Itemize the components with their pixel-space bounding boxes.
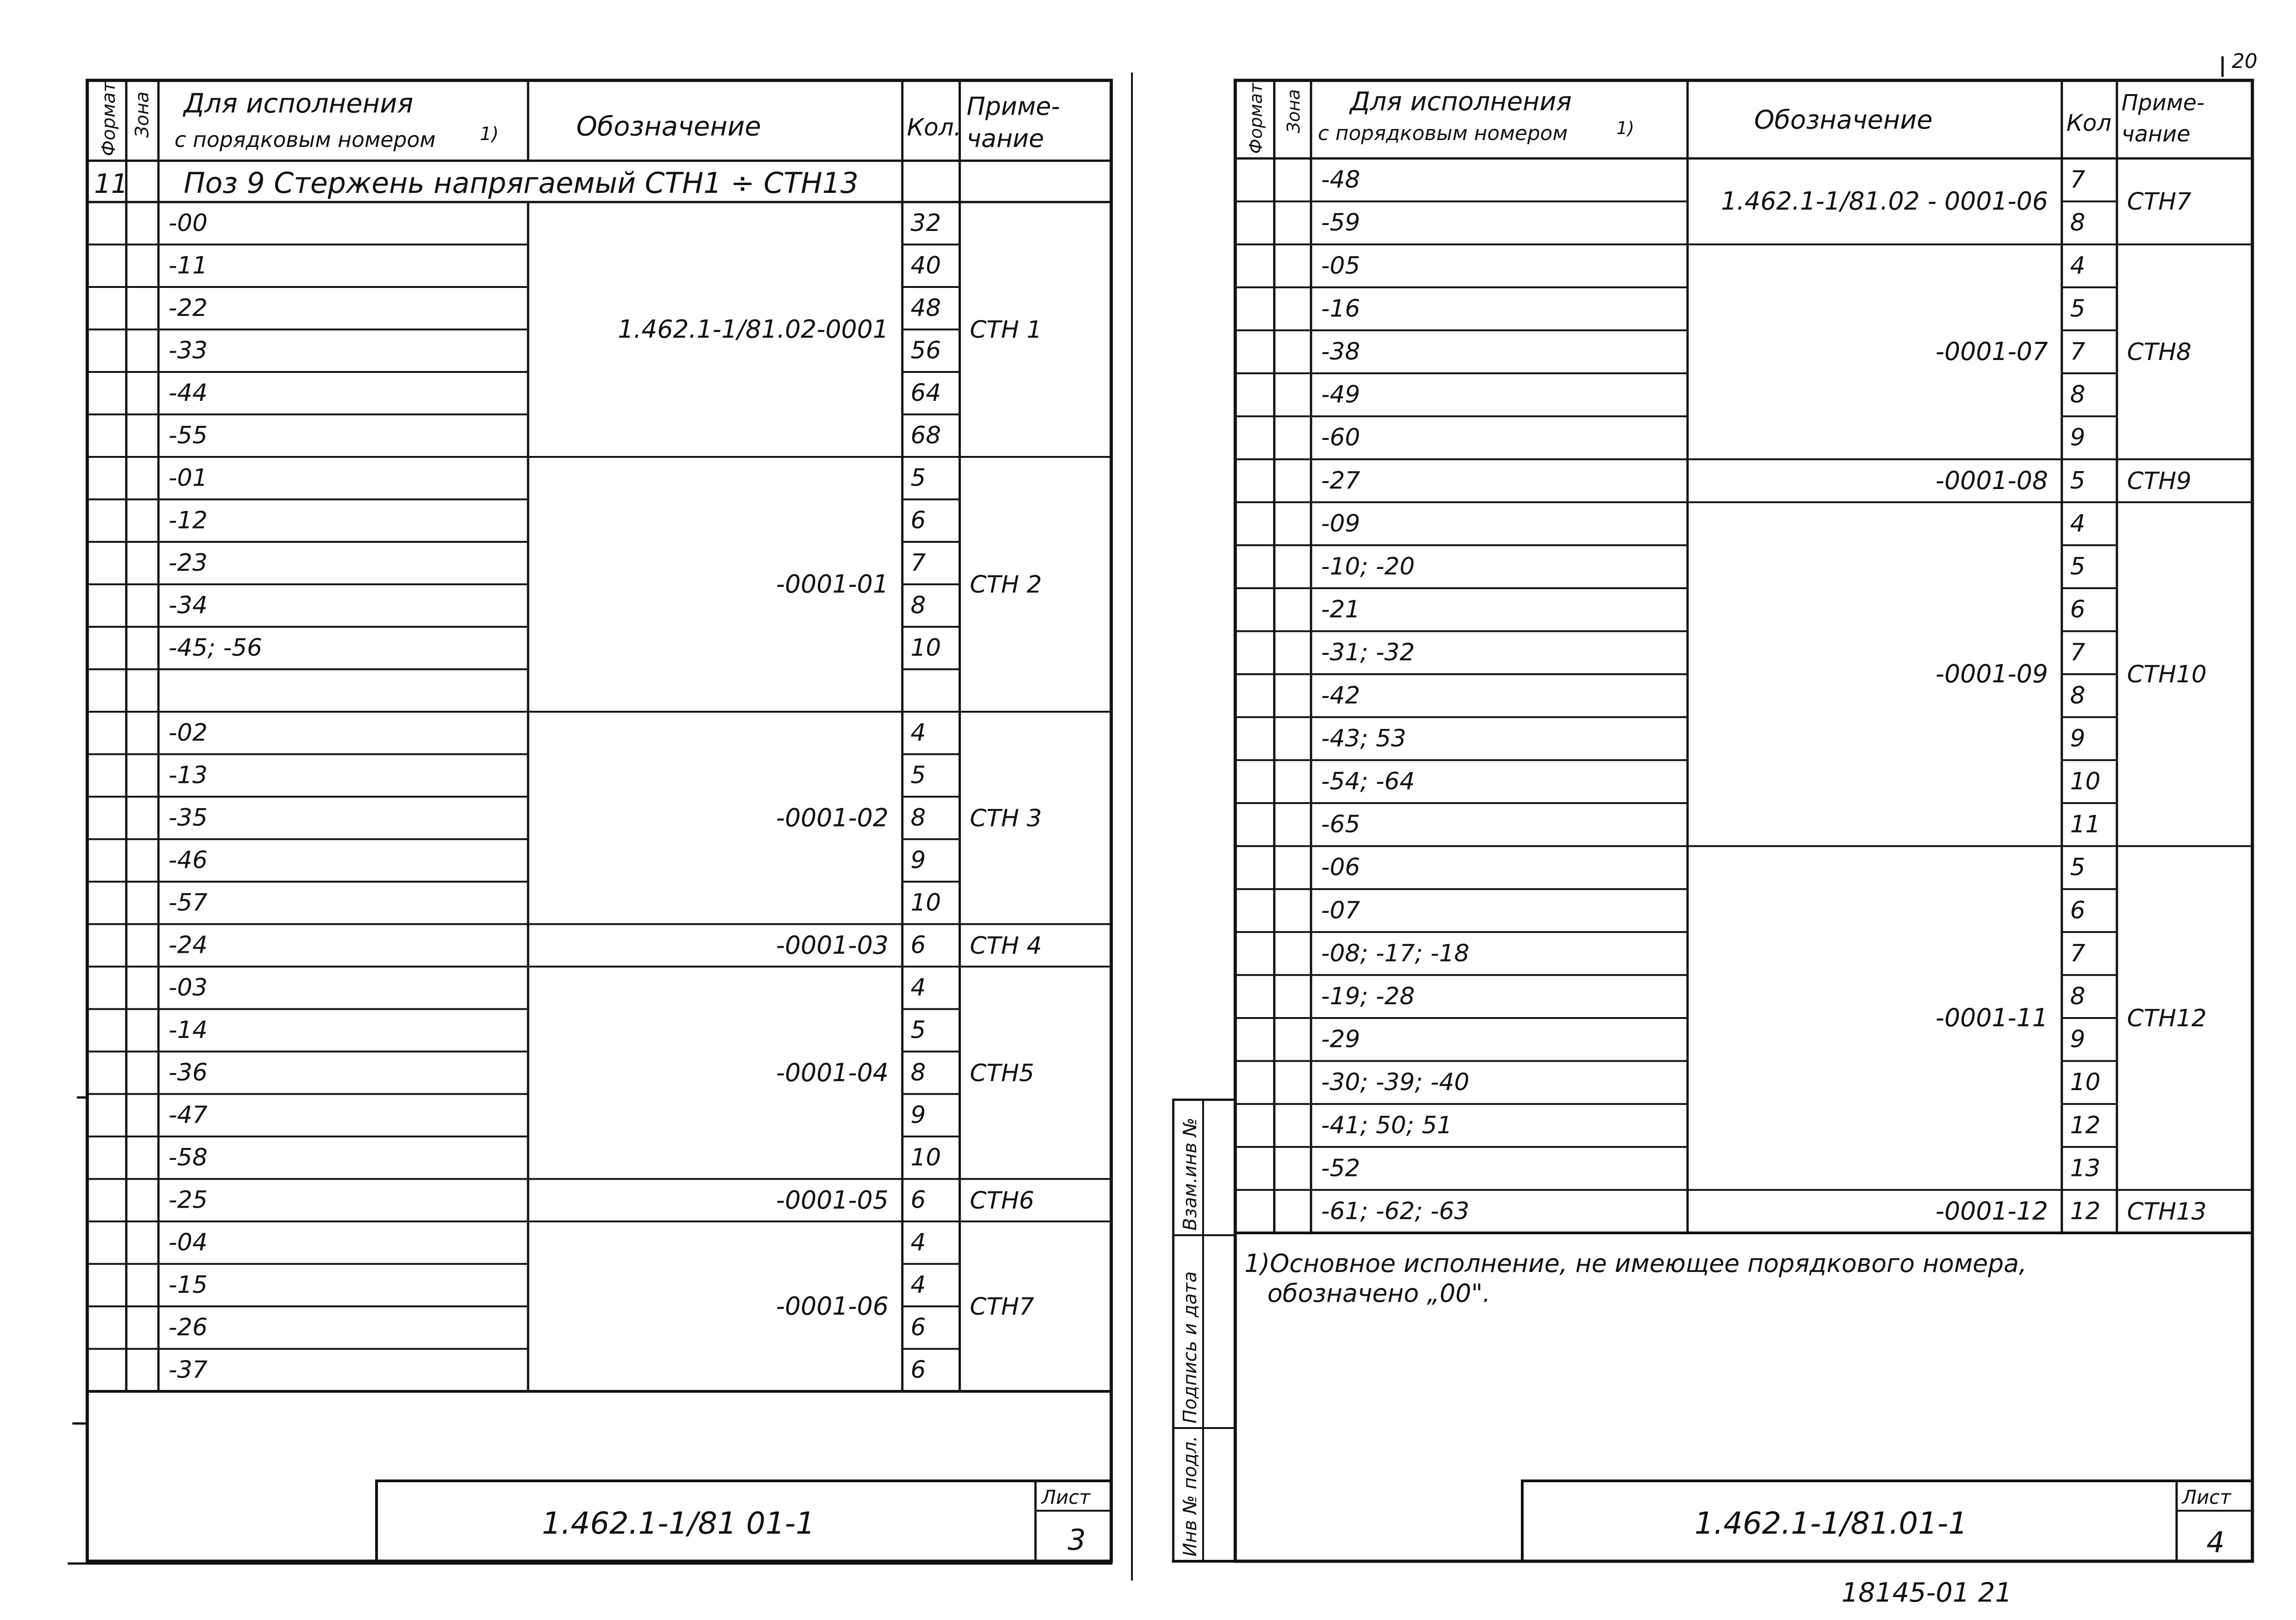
right-header-format: Формат <box>1246 83 1266 154</box>
qty-cell: 6 <box>911 1313 926 1341</box>
variant-cell: -37 <box>169 1356 208 1384</box>
qty-cell: 9 <box>911 1101 926 1129</box>
variant-cell: -11 <box>169 252 208 280</box>
qty-cell: 11 <box>2070 810 2101 838</box>
note-cell: СТН13 <box>2127 1198 2207 1226</box>
note-cell: СТН 3 <box>970 804 1042 832</box>
qty-cell: 6 <box>911 1356 926 1384</box>
note-cell: СТН10 <box>2127 661 2207 689</box>
variant-cell: -22 <box>169 294 208 322</box>
variant-cell: -04 <box>169 1228 208 1256</box>
left-sheet-label: Лист <box>1041 1486 1091 1508</box>
right-sheet-label: Лист <box>2182 1486 2231 1508</box>
note-cell: СТН 2 <box>970 571 1042 599</box>
note-cell: СТН8 <box>2127 338 2192 366</box>
variant-cell: -47 <box>169 1101 208 1129</box>
designation-cell: -0001-11 <box>1935 1003 2048 1032</box>
left-header-variant-line2: с порядковым номером <box>174 127 436 152</box>
qty-cell: 4 <box>911 1271 926 1299</box>
qty-cell: 56 <box>911 337 941 365</box>
qty-cell: 10 <box>911 634 941 662</box>
qty-cell: 5 <box>911 761 926 789</box>
qty-cell: 13 <box>2070 1154 2101 1182</box>
designation-cell: -0001-02 <box>776 803 889 832</box>
variant-cell: -46 <box>169 846 208 874</box>
qty-cell: 8 <box>911 804 926 832</box>
variant-cell: -12 <box>169 506 208 534</box>
variant-cell: -06 <box>1321 854 1360 882</box>
variant-cell: -55 <box>169 422 208 450</box>
variant-cell: -10; -20 <box>1321 553 1415 581</box>
designation-cell: -0001-04 <box>776 1058 889 1087</box>
stamp-replacement-inv: Взам.инв № <box>1180 1117 1201 1231</box>
designation-cell: -0001-08 <box>1935 466 2048 495</box>
variant-cell: -07 <box>1321 896 1360 924</box>
note-cell: СТН9 <box>2127 467 2192 495</box>
left-header-footnote-ref: 1) <box>480 124 499 145</box>
qty-cell: 6 <box>911 931 926 959</box>
variant-cell: -60 <box>1321 424 1360 452</box>
variant-cell: -31; -32 <box>1321 639 1415 667</box>
note-cell: СТН 4 <box>970 932 1042 960</box>
variant-cell: -24 <box>169 931 208 959</box>
variant-cell: -16 <box>1321 295 1360 323</box>
variant-cell: -02 <box>169 719 208 747</box>
qty-cell: 6 <box>2070 596 2086 624</box>
variant-cell: -54; -64 <box>1321 768 1415 796</box>
qty-cell: 9 <box>911 846 926 874</box>
left-header-note-line2: чание <box>967 124 1044 153</box>
qty-cell: 6 <box>911 506 926 534</box>
variant-cell: -45; -56 <box>169 634 262 662</box>
variant-cell: -00 <box>169 209 208 237</box>
qty-cell: 64 <box>911 379 941 407</box>
qty-cell: 5 <box>2070 467 2086 495</box>
variant-cell: -38 <box>1321 338 1360 366</box>
variant-cell: -23 <box>169 549 208 577</box>
qty-cell: 4 <box>911 1228 926 1256</box>
qty-cell: 7 <box>911 549 926 577</box>
qty-cell: 4 <box>2070 510 2086 538</box>
qty-cell: 10 <box>2070 768 2101 796</box>
qty-cell: 40 <box>911 252 941 280</box>
right-header-note-line1: Приме- <box>2122 90 2205 116</box>
qty-cell: 5 <box>911 1016 926 1044</box>
variant-cell: -19; -28 <box>1321 983 1415 1011</box>
qty-cell: 7 <box>2070 338 2086 366</box>
note-cell: СТН6 <box>970 1187 1035 1215</box>
left-sheet-frame <box>87 80 1111 1561</box>
variant-cell: -48 <box>1321 166 1360 194</box>
note-cell: СТН 1 <box>970 316 1042 344</box>
variant-cell: -44 <box>169 379 208 407</box>
left-header-designation: Обозначение <box>576 111 761 142</box>
left-sheet-number: 3 <box>1068 1523 1086 1557</box>
designation-cell: -0001-03 <box>776 930 889 960</box>
variant-cell: -52 <box>1321 1154 1360 1182</box>
archive-number: 18145-01 21 <box>1841 1577 2012 1608</box>
designation-cell: 1.462.1-1/81.02-0001 <box>618 315 889 344</box>
variant-cell: -08; -17; -18 <box>1321 939 1469 968</box>
qty-cell: 12 <box>2070 1111 2101 1139</box>
right-sheet-number: 4 <box>2206 1525 2225 1559</box>
qty-cell: 5 <box>911 464 926 492</box>
left-header-qty: Кол. <box>907 114 962 141</box>
designation-cell: -0001-05 <box>776 1185 889 1215</box>
right-header-note-line2: чание <box>2122 121 2190 147</box>
left-header-variant-line1: Для исполнения <box>184 88 413 119</box>
variant-cell: -21 <box>1321 596 1360 624</box>
designation-cell: -0001-12 <box>1935 1197 2048 1226</box>
variant-cell: -59 <box>1321 209 1360 237</box>
variant-cell: -49 <box>1321 381 1360 409</box>
qty-cell: 8 <box>911 1058 926 1086</box>
qty-cell: 12 <box>2070 1198 2101 1226</box>
variant-cell: -58 <box>169 1143 208 1171</box>
qty-cell: 5 <box>2070 854 2086 882</box>
left-header-note-line1: Приме- <box>967 92 1060 121</box>
designation-cell: -0001-09 <box>1935 659 2048 689</box>
qty-cell: 10 <box>911 1143 941 1171</box>
variant-cell: -15 <box>169 1271 208 1299</box>
qty-cell: 10 <box>911 889 941 917</box>
variant-cell: -05 <box>1321 252 1360 280</box>
stamp-inv-no: Инв № подл. <box>1180 1435 1201 1557</box>
left-first-row-title: Поз 9 Стержень напрягаемый СТН1 ÷ СТН13 <box>184 166 859 200</box>
designation-cell: -0001-06 <box>776 1292 889 1321</box>
qty-cell: 4 <box>911 973 926 1001</box>
qty-cell: 9 <box>2070 725 2086 753</box>
designation-cell: 1.462.1-1/81.02 - 0001-06 <box>1721 186 2048 216</box>
qty-cell: 8 <box>2070 381 2086 409</box>
qty-cell: 5 <box>2070 553 2086 581</box>
footnote-line1: 1)Основное исполнение, не имеющее порядкового номера, <box>1244 1249 2027 1278</box>
left-first-row-format: 11 <box>94 168 128 199</box>
variant-cell: -41; 50; 51 <box>1321 1111 1452 1139</box>
qty-cell: 7 <box>2070 166 2086 194</box>
qty-cell: 6 <box>911 1186 926 1214</box>
qty-cell: 7 <box>2070 639 2086 667</box>
variant-cell: -35 <box>169 804 208 832</box>
qty-cell: 9 <box>2070 1025 2086 1053</box>
right-header-variant-line2: с порядковым номером <box>1318 122 1568 145</box>
variant-cell: -36 <box>169 1058 208 1086</box>
variant-cell: -33 <box>169 337 208 365</box>
qty-cell: 32 <box>911 209 941 237</box>
left-header-zone: Зона <box>132 91 153 138</box>
designation-cell: -0001-07 <box>1935 337 2048 366</box>
note-cell: СТН5 <box>970 1059 1035 1087</box>
qty-cell: 8 <box>2070 983 2086 1011</box>
qty-cell: 5 <box>2070 295 2086 323</box>
variant-cell: -25 <box>169 1186 208 1214</box>
variant-cell: -03 <box>169 973 208 1001</box>
right-title-block-code: 1.462.1-1/81.01-1 <box>1694 1506 1968 1541</box>
variant-cell: -30; -39; -40 <box>1321 1069 1469 1097</box>
right-header-designation: Обозначение <box>1754 105 1933 135</box>
left-title-block-code: 1.462.1-1/81 01-1 <box>542 1506 815 1541</box>
variant-cell: -14 <box>169 1016 208 1044</box>
variant-cell: -61; -62; -63 <box>1321 1198 1469 1226</box>
right-header-zone: Зона <box>1283 89 1304 133</box>
qty-cell: 8 <box>2070 209 2086 237</box>
qty-cell: 6 <box>2070 896 2086 924</box>
qty-cell: 48 <box>911 294 941 322</box>
variant-cell: -43; 53 <box>1321 725 1407 753</box>
qty-cell: 68 <box>911 422 941 450</box>
right-header-qty: Кол <box>2066 110 2112 136</box>
footnote-line2: обозначено „00". <box>1267 1279 1491 1308</box>
variant-cell: -09 <box>1321 510 1360 538</box>
right-header-footnote-ref: 1) <box>1616 118 1635 138</box>
qty-cell: 7 <box>2070 939 2086 968</box>
designation-cell: -0001-01 <box>776 569 889 599</box>
variant-cell: -57 <box>169 889 208 917</box>
variant-cell: -42 <box>1321 681 1360 709</box>
left-header-format: Формат <box>98 81 119 156</box>
right-header-variant-line1: Для исполнения <box>1350 87 1572 117</box>
qty-cell: 4 <box>911 719 926 747</box>
qty-cell: 4 <box>2070 252 2086 280</box>
qty-cell: 10 <box>2070 1069 2101 1097</box>
note-cell: СТН7 <box>2127 188 2192 216</box>
variant-cell: -34 <box>169 591 208 619</box>
variant-cell: -26 <box>169 1313 208 1341</box>
qty-cell: 8 <box>2070 681 2086 709</box>
qty-cell: 9 <box>2070 424 2086 452</box>
variant-cell: -29 <box>1321 1025 1360 1053</box>
note-cell: СТН12 <box>2127 1005 2207 1032</box>
page-top-fragment: 20 <box>2232 50 2257 73</box>
variant-cell: -01 <box>169 464 208 492</box>
variant-cell: -65 <box>1321 810 1360 838</box>
variant-cell: -27 <box>1321 467 1360 495</box>
qty-cell: 8 <box>911 591 926 619</box>
stamp-signature-date: Подпись и дата <box>1180 1271 1201 1423</box>
variant-cell: -13 <box>169 761 208 789</box>
note-cell: СТН7 <box>970 1293 1035 1321</box>
